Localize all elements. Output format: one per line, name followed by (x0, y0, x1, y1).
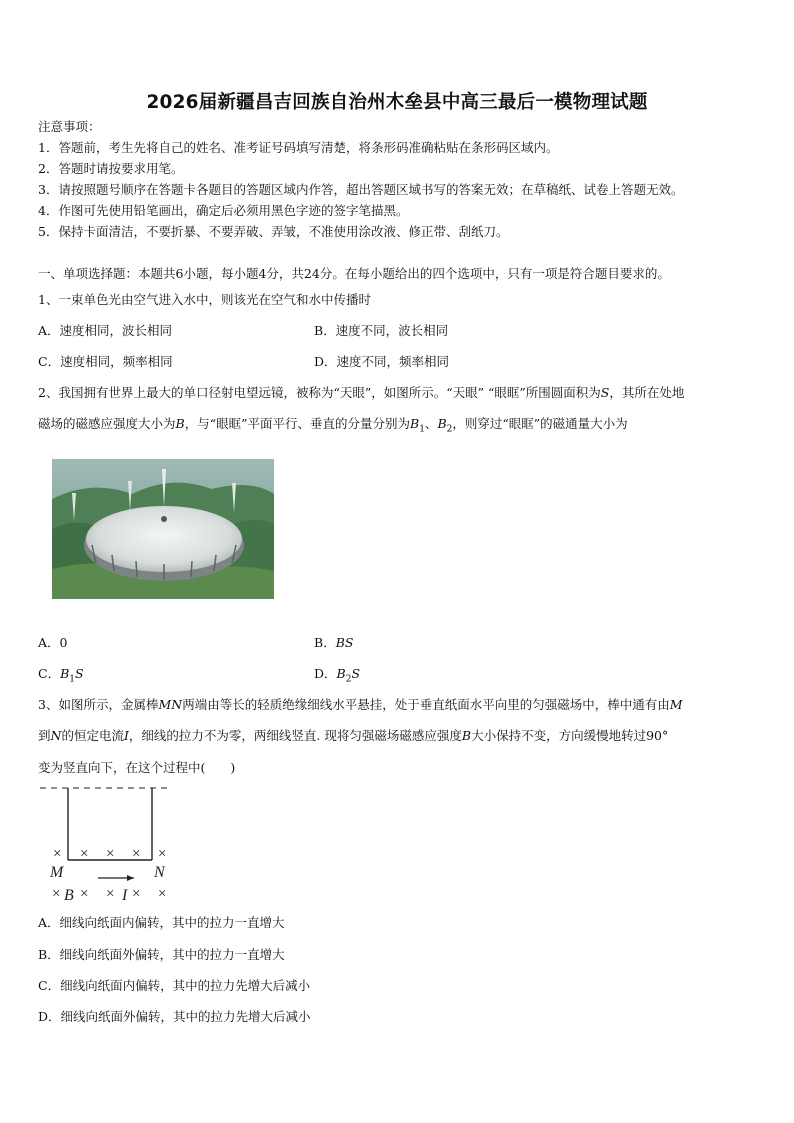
field-cross: × (106, 846, 115, 862)
telescope-photo (52, 459, 274, 599)
field-cross: × (53, 846, 62, 862)
notice-item: 3．请按照题号顺序在答题卡各题目的答题区域内作答，超出答题区域书写的答案无效；在草稿纸、试卷上答题无效。 (38, 182, 684, 197)
q1-stem: 1、一束单色光由空气进入水中，则该光在空气和水中传播时 (38, 292, 371, 307)
q1-option-c: C．速度相同，频率相同 (38, 354, 173, 369)
notice-item: 5．保持卡面清洁，不要折暴、不要弄破、弄皱，不准使用涂改液、修正带、刮纸刀。 (38, 224, 509, 239)
label-i: I (122, 887, 128, 904)
field-cross: × (158, 886, 167, 902)
q3-option-c: C．细线向纸面内偏转，其中的拉力先增大后减小 (38, 978, 311, 993)
field-cross: × (132, 846, 141, 862)
q3-option-b: B．细线向纸面外偏转，其中的拉力一直增大 (38, 947, 285, 962)
field-cross: × (80, 846, 89, 862)
q1-option-d: D．速度不同，频率相同 (314, 354, 450, 369)
q1-option-b: B．速度不同，波长相同 (314, 323, 449, 338)
q3-stem-line3: 变为竖直向下，在这个过程中( ) (38, 760, 236, 775)
notice-item: 1．答题前，考生先将自己的姓名、准考证号码填写清楚，将条形码准确粘贴在条形码区域内。 (38, 140, 559, 155)
section-heading: 一、单项选择题：本题共6小题，每小题4分，共24分。在每小题给出的四个选项中，只有一项是符合题目要求的。 (38, 266, 670, 281)
q2-option-b: B．BS (314, 635, 354, 650)
field-cross: × (158, 846, 167, 862)
field-cross: × (80, 886, 89, 902)
q3-option-d: D．细线向纸面外偏转，其中的拉力先增大后减小 (38, 1009, 311, 1024)
page-title: 2026届新疆昌吉回族自治州木垒县中高三最后一模物理试题 (146, 92, 648, 113)
notice-item: 4．作图可先使用铅笔画出，确定后必须用黑色字迹的签字笔描黑。 (38, 203, 409, 218)
label-m: M (50, 864, 64, 881)
notice-item: 2．答题时请按要求用笔。 (38, 161, 184, 176)
field-cross: × (52, 886, 61, 902)
field-cross: × (132, 886, 141, 902)
notice-heading: 注意事项： (38, 119, 101, 134)
q2-option-a: A．0 (38, 635, 68, 650)
q2-stem-line2: 磁场的磁感应强度大小为B，与“眼眶”平面平行、垂直的分量分别为$B_1$、$B_2$，则穿过“眼眶”的磁通量大小为 (38, 416, 628, 435)
q1-option-a: A．速度相同，波长相同 (38, 323, 173, 338)
label-b: B (64, 887, 74, 904)
q2-option-c: C．$B_1S$ (38, 666, 84, 685)
q3-stem-line1: 3、如图所示，金属棒MN两端由等长的轻质绝缘细线水平悬挂，处于垂直纸面水平向里的匀强磁场中，棒中通有由M (38, 697, 683, 712)
q3-option-a: A．细线向纸面内偏转，其中的拉力一直增大 (38, 915, 285, 930)
q2-option-d: D．$B_2S$ (314, 666, 361, 685)
label-n: N (154, 864, 165, 881)
q3-stem-line2: 到N的恒定电流I，细线的拉力不为零，两细线竖直. 现将匀强磁场磁感应强度B大小保持不变，方向缓慢地转过90° (38, 728, 669, 743)
q2-stem-line1: 2、我国拥有世界上最大的单口径射电望远镜，被称为“天眼”，如图所示。“天眼” “眼眶”所围圆面积为S，其所在处地 (38, 385, 685, 400)
field-cross: × (106, 886, 115, 902)
magnetic-field-figure (36, 780, 186, 905)
